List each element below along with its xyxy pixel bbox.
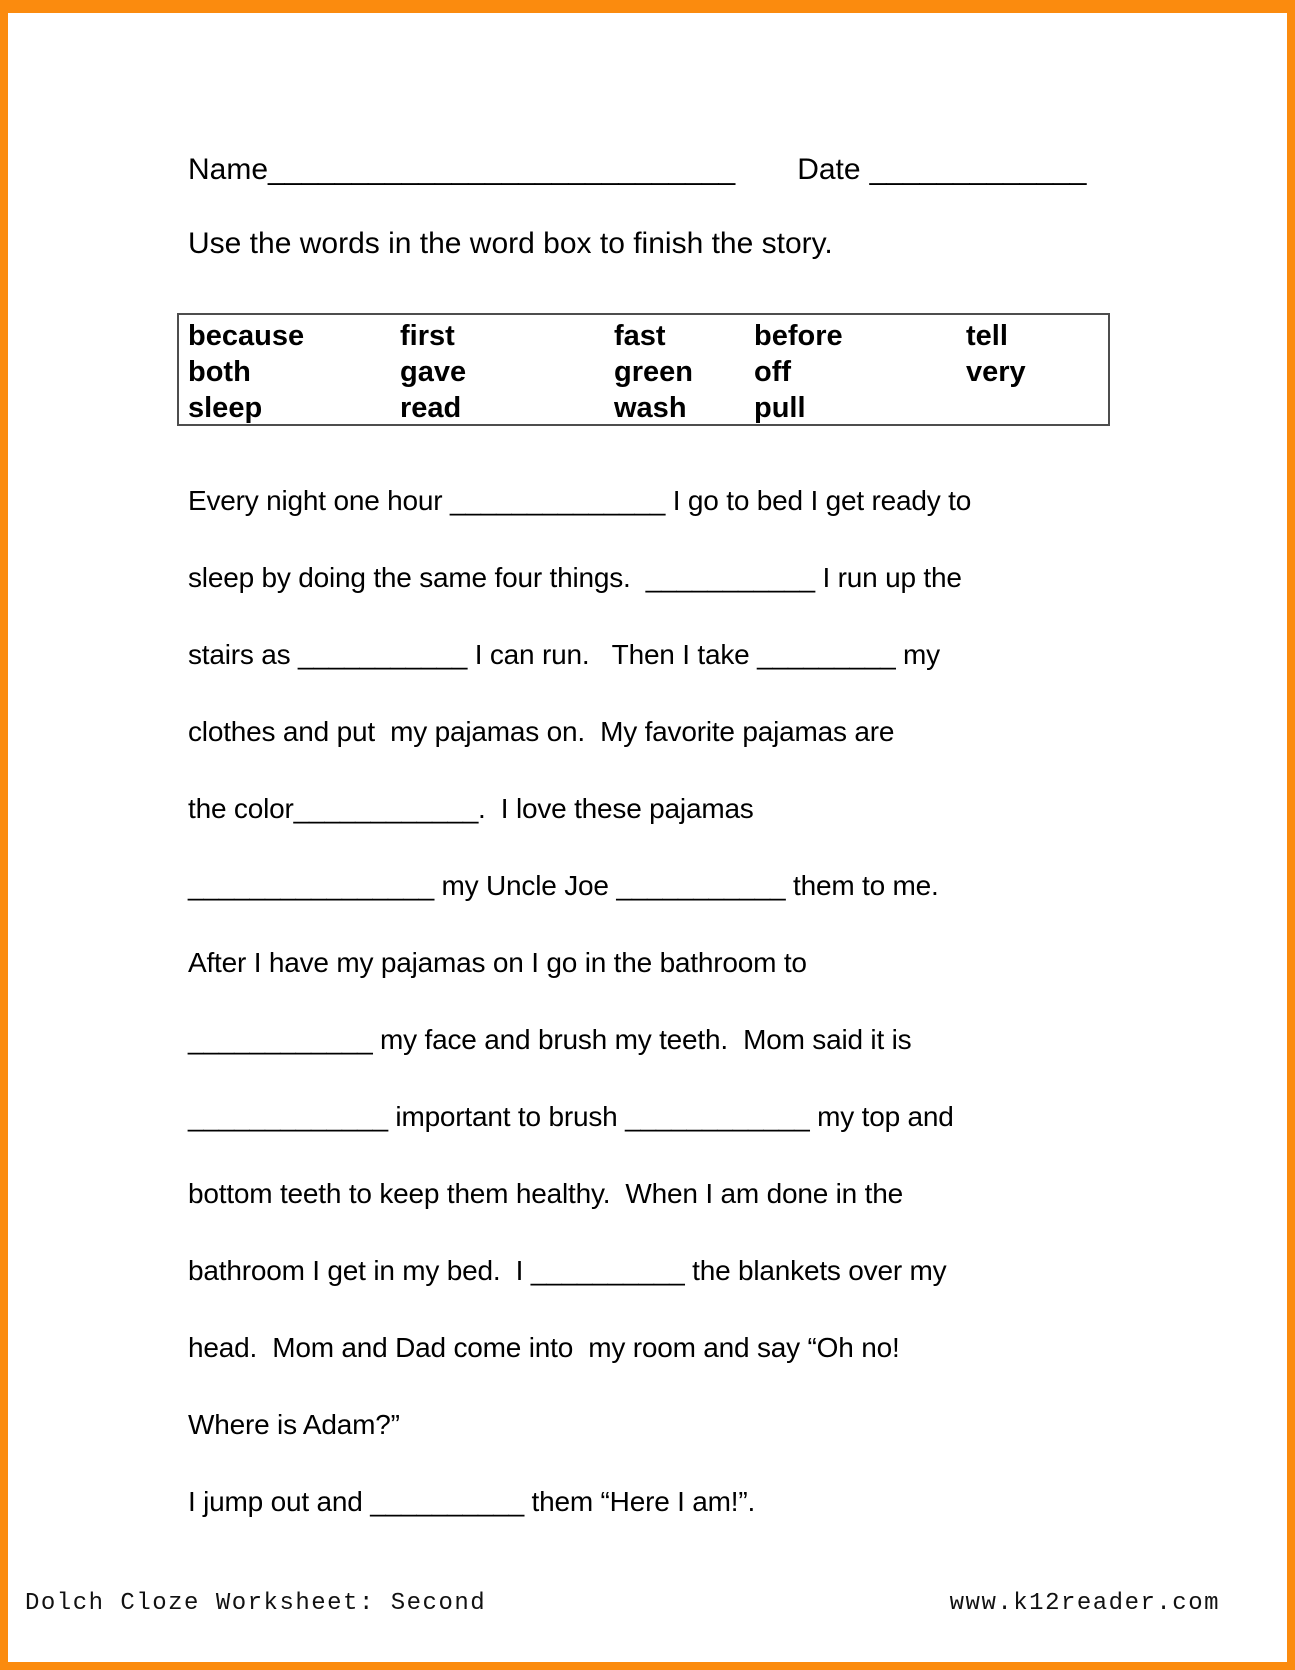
- word-box-word: pull: [754, 392, 806, 424]
- story-text: [188, 462, 971, 1540]
- story-line: bathroom I get in my bed. I __________ the blankets over my: [188, 1255, 947, 1286]
- word-box-word: tell: [966, 320, 1008, 352]
- name-blank-line: ____________________________: [268, 153, 736, 186]
- word-box-word: off: [754, 356, 792, 388]
- word-box-word: first: [400, 320, 455, 352]
- story-line: clothes and put my pajamas on. My favorite pajamas are: [188, 716, 895, 747]
- word-box-word: because: [188, 320, 305, 352]
- name-date-row: [188, 153, 1086, 187]
- word-box-word: read: [400, 392, 462, 424]
- story-line: Where is Adam?”: [188, 1409, 400, 1440]
- story-line: stairs as ___________ I can run. Then I take _________ my: [188, 639, 940, 670]
- story-line: the color____________. I love these pajamas: [188, 793, 754, 824]
- footer-worksheet-title: Dolch Cloze Worksheet: Second: [25, 1590, 487, 1617]
- story-line: bottom teeth to keep them healthy. When I am done in the: [188, 1178, 903, 1209]
- story-line: After I have my pajamas on I go in the bathroom to: [188, 947, 807, 978]
- word-box-word: green: [614, 356, 693, 388]
- word-box-word: wash: [614, 392, 687, 424]
- story-line: head. Mom and Dad come into my room and say “Oh no!: [188, 1332, 900, 1363]
- word-box-word: gave: [400, 356, 467, 388]
- word-box-word: before: [754, 320, 843, 352]
- story-line: sleep by doing the same four things. ___________ I run up the: [188, 562, 962, 593]
- date-label: Date: [797, 153, 861, 186]
- name-label: Name: [188, 153, 269, 186]
- word-box-word: fast: [614, 320, 666, 352]
- footer: [25, 1590, 1220, 1617]
- word-box-word: very: [966, 356, 1026, 388]
- instruction-text: Use the words in the word box to finish the story.: [188, 227, 833, 260]
- word-box: [177, 313, 1110, 426]
- story-line: Every night one hour ______________ I go to bed I get ready to: [188, 485, 972, 516]
- story-line: ________________ my Uncle Joe ___________ them to me.: [188, 870, 939, 901]
- word-box-word: both: [188, 356, 251, 388]
- footer-website: www.k12reader.com: [949, 1590, 1220, 1617]
- date-field: [797, 153, 1086, 187]
- story-line: _____________ important to brush ____________ my top and: [188, 1101, 954, 1132]
- story-line: ____________ my face and brush my teeth. Mom said it is: [188, 1024, 912, 1055]
- word-box-word: [966, 390, 1108, 426]
- word-box-word: sleep: [188, 392, 263, 424]
- story-line: I jump out and __________ them “Here I am!”.: [188, 1486, 756, 1517]
- date-blank-line: _____________: [869, 153, 1087, 186]
- name-field: [188, 153, 735, 187]
